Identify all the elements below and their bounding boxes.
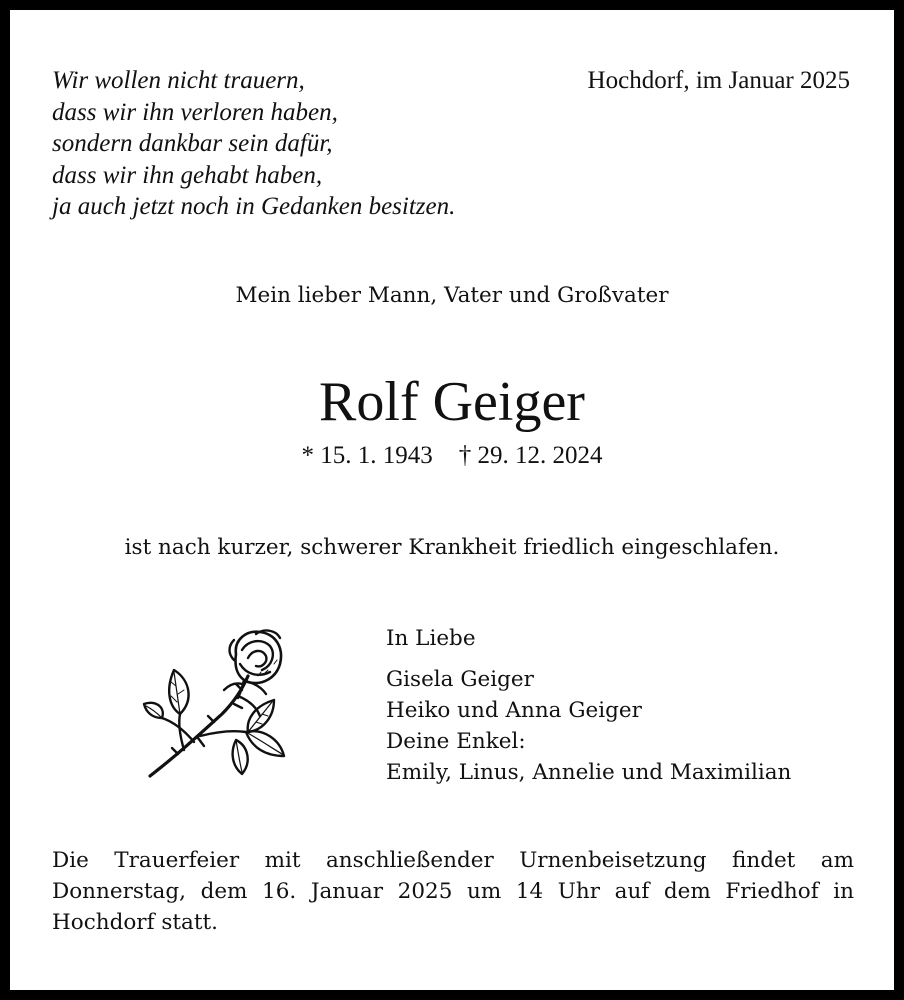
mourner-name: Gisela Geiger [386,667,534,692]
poem-line: dass wir ihn verloren haben, [52,98,338,126]
life-dates [10,440,894,472]
poem-line: dass wir ihn gehabt haben, [52,161,323,189]
poem-line: Wir wollen nicht trauern, [52,67,305,94]
relationship-intro: Mein lieber Mann, Vater und Großvater [235,283,669,308]
mourners-lead: In Liebe [386,626,476,651]
poem-line: ja auch jetzt noch in Gedanken besitzen. [52,193,456,220]
poem [52,65,455,223]
death-date: † 29. 12. 2024 [458,442,603,469]
mourner-name: Heiko und Anna Geiger [386,698,642,723]
mourner-name: Emily, Linus, Annelie und Maximilian [386,760,792,785]
mourner-name: Deine Enkel: [386,729,526,754]
birth-date: * 15. 1. 1943 [301,442,433,469]
poem-line: sondern dankbar sein dafür, [52,130,333,157]
funeral-details: Die Trauerfeier mit anschließender Urnenbeisetzung findet am Donnerstag, dem 16. Januar 2025 um 14 Uhr auf dem Friedhof in Hochdorf statt. [52,848,854,935]
rose-icon [138,624,298,794]
mourners [386,623,791,788]
deceased-name: Rolf Geiger [319,371,585,433]
place-date: Hochdorf, im Januar 2025 [587,67,850,94]
death-statement: ist nach kurzer, schwerer Krankheit friedlich eingeschlafen. [124,535,780,560]
